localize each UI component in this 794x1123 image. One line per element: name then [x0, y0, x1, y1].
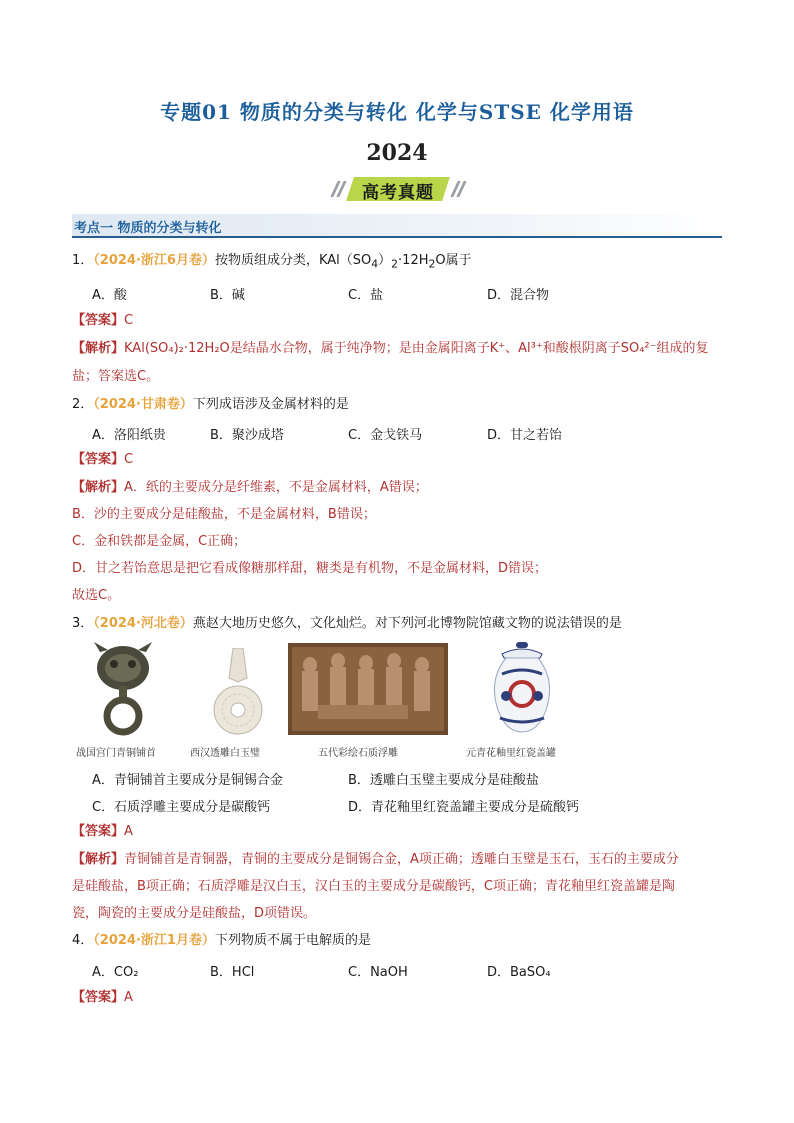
answer-tag: 【答案】 — [72, 313, 125, 328]
answer-line — [72, 823, 133, 841]
question-3-stem — [72, 615, 622, 633]
question-number: 2． — [72, 397, 94, 412]
question-text: 燕赵大地历史悠久，文化灿烂。对下列河北博物院馆藏文物的说法错误的是 — [192, 616, 622, 631]
image-caption: 战国宫门青铜铺首 — [76, 748, 156, 759]
answer-value: C — [124, 452, 134, 467]
question-text: ·12H — [398, 253, 429, 268]
answer-tag: 【答案】 — [72, 452, 125, 467]
section-label: 考点一 物质的分类与转化 — [74, 221, 222, 236]
analysis-tag: 【解析】 — [72, 341, 125, 356]
option-a: A．青铜铺首主要成分是铜锡合金 — [92, 773, 283, 788]
section-heading — [72, 214, 722, 238]
option-d: D．甘之若饴 — [487, 428, 563, 443]
option-c: C．盐 — [348, 288, 384, 303]
option-a: A．酸 — [92, 288, 127, 303]
option-b: B．碱 — [210, 288, 245, 303]
question-source: （2024·甘肃卷） — [93, 397, 193, 412]
analysis-line — [72, 851, 679, 869]
option-c: C．金戈铁马 — [348, 428, 423, 443]
image-caption: 西汉透雕白玉璧 — [190, 748, 260, 759]
question-text: O属于 — [435, 253, 472, 268]
porcelain-jar-image — [484, 640, 560, 736]
analysis-line — [72, 479, 428, 497]
option-d: D．BaSO₄ — [487, 965, 551, 980]
subscript: 2 — [428, 257, 436, 271]
bronze-door-knocker-image — [90, 642, 156, 736]
question-text: ） — [378, 253, 392, 268]
image-caption: 元青花釉里红瓷盖罐 — [466, 748, 556, 759]
option-b: B．聚沙成塔 — [210, 428, 284, 443]
subscript: 2 — [391, 257, 399, 271]
option-d: D．青花釉里红瓷盖罐主要成分是硫酸钙 — [348, 800, 580, 815]
question-text: 下列物质不属于电解质的是 — [214, 933, 371, 948]
option-a: A．CO₂ — [92, 965, 139, 980]
question-text: 按物质组成分类，KAl（SO — [214, 253, 372, 268]
question-number: 4． — [72, 933, 94, 948]
analysis-line: 盐；答案选C。 — [72, 369, 160, 384]
analysis-text: A．纸的主要成分是纤维素，不是金属材料，A错误； — [124, 480, 428, 495]
analysis-text: 青铜铺首是青铜器，青铜的主要成分是铜锡合金，A项正确；透雕白玉璧是玉石，玉石的主要成分 — [124, 852, 679, 867]
analysis-line: B．沙的主要成分是硅酸盐，不是金属材料，B错误； — [72, 507, 376, 522]
analysis-tag: 【解析】 — [72, 480, 125, 495]
option-d: D．混合物 — [487, 288, 550, 303]
jade-disc-image — [213, 648, 263, 738]
option-c: C．石质浮雕主要成分是碳酸钙 — [92, 800, 271, 815]
question-source: （2024·浙江1月卷） — [93, 933, 215, 948]
analysis-line: 是硅酸盐，B项正确；石质浮雕是汉白玉，汉白玉的主要成分是碳酸钙，C项正确；青花釉里红瓷盖罐是陶 — [72, 879, 675, 894]
option-c: C．NaOH — [348, 965, 408, 980]
answer-tag: 【答案】 — [72, 824, 125, 839]
analysis-line: D．甘之若饴意思是把它看成像糖那样甜，糖类是有机物，不是金属材料，D错误； — [72, 561, 548, 576]
year-heading: 2024 — [366, 140, 428, 166]
question-source: （2024·河北卷） — [93, 616, 193, 631]
analysis-line — [72, 340, 709, 358]
banner — [332, 177, 464, 201]
page-title: 专题01 物质的分类与转化 化学与STSE 化学用语 — [160, 100, 634, 124]
question-2-stem — [72, 396, 349, 414]
question-number: 1． — [72, 253, 94, 268]
answer-value: A — [124, 990, 133, 1005]
stone-relief-image — [288, 643, 448, 735]
image-caption: 五代彩绘石质浮雕 — [318, 748, 398, 759]
subscript: 4 — [371, 257, 379, 271]
analysis-line: 故选C。 — [72, 588, 121, 603]
option-b: B．HCl — [210, 965, 255, 980]
answer-line — [72, 312, 133, 330]
option-a: A．洛阳纸贵 — [92, 428, 166, 443]
analysis-text: KAl(SO₄)₂·12H₂O是结晶水合物，属于纯净物；是由金属阳离子K⁺、Al³⁺和酸根阴离子SO₄²⁻组成的复 — [124, 341, 709, 356]
analysis-line: 瓷，陶瓷的主要成分是硅酸盐，D项错误。 — [72, 906, 317, 921]
banner-label: 高考真题 — [362, 183, 434, 203]
answer-tag: 【答案】 — [72, 990, 125, 1005]
option-b: B．透雕白玉璧主要成分是硅酸盐 — [348, 773, 539, 788]
answer-value: A — [124, 824, 133, 839]
question-source: （2024·浙江6月卷） — [93, 253, 215, 268]
answer-line — [72, 451, 133, 469]
question-4-stem — [72, 932, 371, 950]
answer-line — [72, 989, 133, 1007]
question-1-stem — [72, 252, 472, 274]
analysis-line: C．金和铁都是金属，C正确； — [72, 534, 247, 549]
question-number: 3． — [72, 616, 94, 631]
answer-value: C — [124, 313, 134, 328]
analysis-tag: 【解析】 — [72, 852, 125, 867]
question-text: 下列成语涉及金属材料的是 — [192, 397, 349, 412]
